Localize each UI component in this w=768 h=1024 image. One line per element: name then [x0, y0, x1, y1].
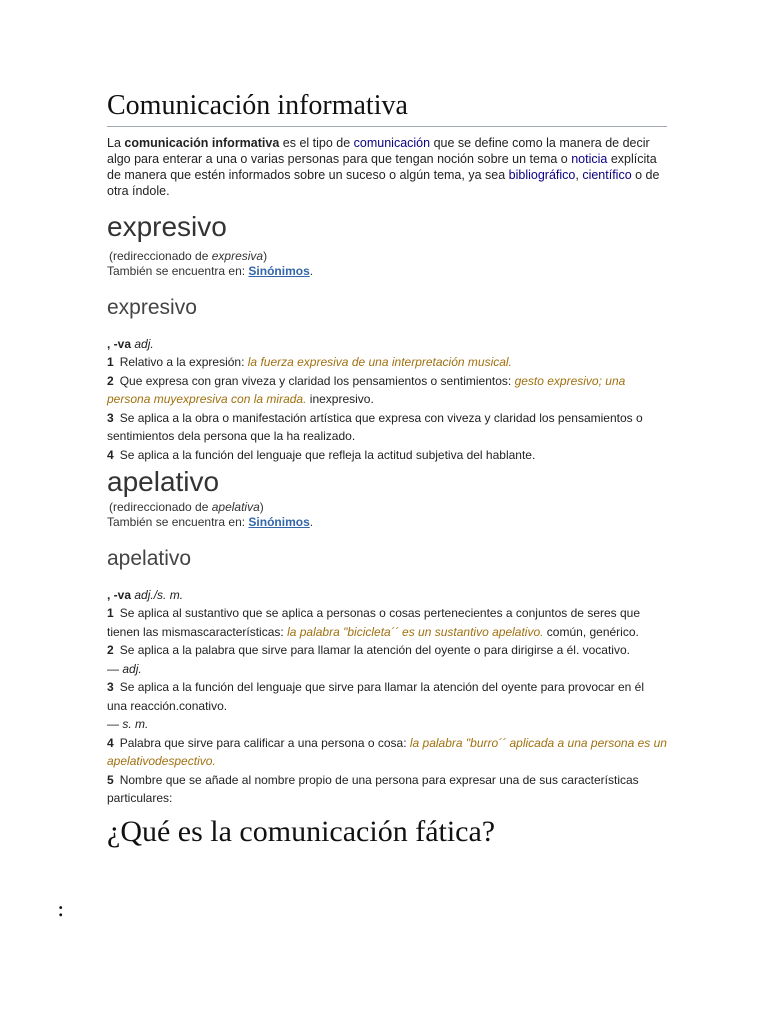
def-number: 1 [107, 355, 114, 369]
also-text: . [309, 515, 314, 529]
def-example: la palabra "bicicleta´´ es un sustantivo apelativo. [287, 624, 544, 639]
link-cientifico[interactable]: científico [582, 168, 632, 182]
dash: — [107, 661, 123, 676]
also-label: También se encuentra en: [107, 515, 249, 529]
def-number: 1 [107, 606, 114, 620]
def-text: Se aplica a la función del lenguaje que refleja la actitud subjetiva del hablante. [119, 447, 536, 462]
gram-category: adj./s. m. [134, 588, 184, 602]
sinonimos-link[interactable]: Sinónimos [248, 515, 310, 529]
def-number: 2 [107, 643, 114, 657]
def-after: común, genérico. [543, 624, 639, 639]
definition-4 [107, 734, 667, 771]
definition-3 [107, 678, 667, 715]
sinonimos-link[interactable]: Sinónimos [248, 264, 310, 278]
definition-5 [107, 771, 667, 808]
def-after: inexpresivo. [306, 392, 374, 406]
redirect-note [109, 500, 667, 515]
subsense-label: adj. [122, 661, 142, 676]
also-label: También se encuentra en: [107, 264, 249, 278]
link-noticia[interactable]: noticia [571, 152, 608, 166]
gram-category: adj. [134, 337, 154, 351]
question-heading: ¿Qué es la comunicación fática? [107, 814, 496, 848]
def-text: Se aplica al sustantivo que se aplica a personas o cosas pertenecientes a conjuntos de seres que tienen las mismascaracterísticas: [107, 606, 641, 639]
def-text: Palabra que sirve para calificar a una persona o cosa: [119, 735, 410, 750]
intro-text: o de otra índole. [107, 168, 660, 198]
page-title: Comunicación informativa [107, 88, 667, 127]
link-bibliografico[interactable]: bibliográfico [508, 168, 576, 182]
def-number: 4 [107, 447, 114, 462]
entry-subheading: expresivo [107, 296, 197, 319]
link-comunicacion[interactable]: comunicación [353, 136, 431, 150]
def-number: 3 [107, 680, 114, 694]
def-example: gesto expresivo; una persona muyexpresiva con la mirada. [107, 373, 626, 406]
definition-3 [107, 409, 667, 446]
gram-ending: , -va [107, 588, 132, 602]
def-text: Que expresa con gran viveza y claridad los pensamientos o sentimientos: [119, 373, 515, 388]
redirect-text: (redireccionado de [109, 249, 212, 263]
entry-expresivo [107, 211, 667, 464]
intro-text: , [575, 168, 583, 182]
def-number: 2 [107, 373, 114, 388]
colon-mark: : [57, 897, 65, 922]
intro-text: explícita de manera que estén informados sobre un suceso o algún tema, ya sea [107, 152, 657, 182]
def-text: Se aplica a la obra o manifestación artística que expresa con viveza y claridad los pensamientos o sentimientos dela persona que la ha realizado. [107, 410, 643, 443]
def-example: la fuerza expresiva de una interpretación musical. [247, 355, 512, 369]
entry-apelativo [107, 466, 667, 808]
subsense-adj [107, 660, 667, 679]
gram-ending: , -va [107, 337, 132, 351]
intro-paragraph [107, 135, 667, 199]
dash: — [107, 717, 123, 731]
redirect-word: expresiva [211, 249, 264, 263]
entry-headword: apelativo [107, 466, 220, 497]
def-number: 4 [107, 735, 114, 750]
definition-2 [107, 372, 667, 409]
definition-1 [107, 353, 667, 372]
def-example: la palabra "burro´´ aplicada a una persona es un apelativodespectivo. [107, 735, 667, 768]
entry-headword: expresivo [107, 211, 227, 242]
entry-subheading: apelativo [107, 547, 192, 570]
intro-text: que se define como la manera de decir algo para enterar a una o varias personas para que tengan noción sobre un tema o [107, 136, 650, 166]
def-text: Relativo a la expresión: [119, 355, 248, 369]
grammar-info [107, 335, 667, 353]
also-found-in [107, 264, 667, 279]
intro-text: es el tipo de [279, 136, 354, 150]
def-number: 5 [107, 772, 114, 787]
also-text: . [309, 264, 314, 278]
subsense-label: s. m. [122, 717, 149, 731]
subsense-sm [107, 715, 667, 734]
definition-2 [107, 641, 667, 660]
definition-1 [107, 604, 667, 641]
redirect-text: ) [259, 500, 264, 514]
definition-4 [107, 446, 667, 465]
also-found-in [107, 515, 667, 530]
redirect-word: apelativa [211, 500, 260, 514]
intro-text: La [107, 136, 125, 150]
intro-bold-term: comunicación informativa [124, 136, 280, 150]
def-text: Nombre que se añade al nombre propio de una persona para expresar una de sus características particulares: [107, 772, 639, 805]
def-text: Se aplica a la función del lenguaje que sirve para llamar la atención del oyente para provocar en él una reacción.conativo. [107, 680, 645, 713]
grammar-info [107, 586, 667, 604]
def-text: Se aplica a la palabra que sirve para llamar la atención del oyente o para dirigirse a él. vocativo. [119, 643, 630, 657]
redirect-note [109, 249, 667, 264]
redirect-text: ) [263, 249, 268, 263]
redirect-text: (redireccionado de [109, 500, 212, 514]
def-number: 3 [107, 410, 114, 425]
document-body [107, 88, 667, 850]
